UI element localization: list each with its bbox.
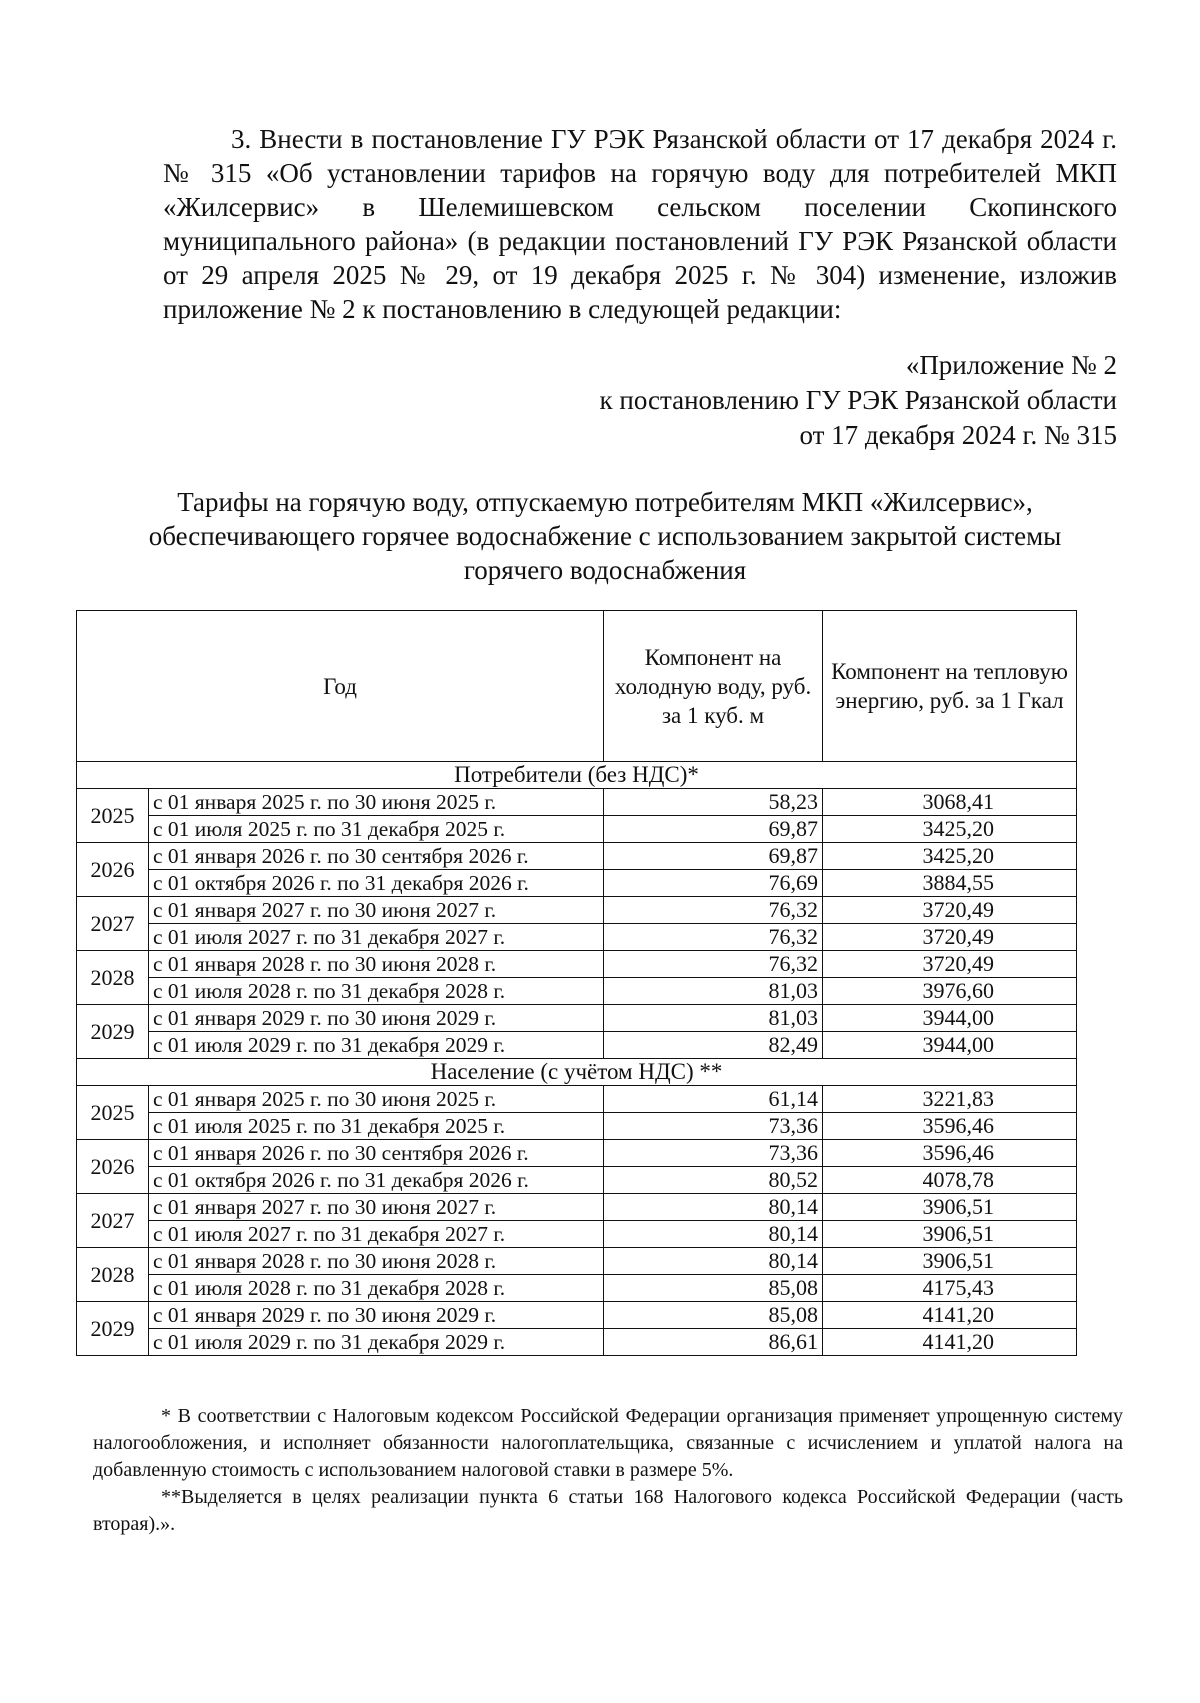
heat-energy-value: 3221,83 <box>823 1086 1077 1113</box>
cold-water-value: 73,36 <box>604 1140 823 1167</box>
period-cell: с 01 июля 2029 г. по 31 декабря 2029 г. <box>149 1329 604 1356</box>
year-cell: 2027 <box>77 897 149 951</box>
table-row <box>77 870 1077 897</box>
table-row <box>77 897 1077 924</box>
heat-energy-value: 3944,00 <box>823 1005 1077 1032</box>
cold-water-value: 58,23 <box>604 789 823 816</box>
period-cell: с 01 января 2027 г. по 30 июня 2027 г. <box>149 897 604 924</box>
cold-water-value: 80,52 <box>604 1167 823 1194</box>
heat-energy-value: 3068,41 <box>823 789 1077 816</box>
year-cell: 2026 <box>77 843 149 897</box>
table-row <box>77 1086 1077 1113</box>
table-row <box>77 789 1077 816</box>
cold-water-value: 81,03 <box>604 978 823 1005</box>
footnote-2: **Выделяется в целях реализации пункта 6 статьи 168 Налогового кодекса Российской Федерации (часть вторая).». <box>93 1486 1123 1535</box>
table-row <box>77 1167 1077 1194</box>
heat-energy-value: 3720,49 <box>823 924 1077 951</box>
period-cell: с 01 января 2028 г. по 30 июня 2028 г. <box>149 1248 604 1275</box>
period-cell: с 01 января 2025 г. по 30 июня 2025 г. <box>149 1086 604 1113</box>
table-row <box>77 1005 1077 1032</box>
period-cell: с 01 июля 2028 г. по 31 декабря 2028 г. <box>149 978 604 1005</box>
appendix-line-3: от 17 декабря 2024 г. № 315 <box>799 420 1117 450</box>
heat-energy-value: 3884,55 <box>823 870 1077 897</box>
cold-water-value: 76,32 <box>604 951 823 978</box>
cold-water-value: 69,87 <box>604 843 823 870</box>
period-cell: с 01 января 2025 г. по 30 июня 2025 г. <box>149 789 604 816</box>
table-row <box>77 1032 1077 1059</box>
cold-water-value: 61,14 <box>604 1086 823 1113</box>
section-title: Потребители (без НДС)* <box>77 762 1077 789</box>
intro-paragraph: 3. Внести в постановление ГУ РЭК Рязанской области от 17 декабря 2024 г. № 315 «Об установлении тарифов на горячую воду для потребителей МКП «Жилсервис» в Шелемишевском сельском поселении Скопинского муниципального района» (в редакции постановлений ГУ РЭК Рязанской области от 29 апреля 2025 № 29, от 19 декабря 2025 г. № 304) изменение, изложив приложение № 2 к постановлению в следующей редакции: <box>163 124 1117 324</box>
table-row <box>77 924 1077 951</box>
table-title-line-3: горячего водоснабжения <box>463 555 747 585</box>
period-cell: с 01 января 2026 г. по 30 сентября 2026 г. <box>149 843 604 870</box>
year-cell: 2029 <box>77 1005 149 1059</box>
tariff-table-body <box>77 762 1077 1356</box>
period-cell: с 01 октября 2026 г. по 31 декабря 2026 г. <box>149 870 604 897</box>
cold-water-value: 81,03 <box>604 1005 823 1032</box>
table-row <box>77 816 1077 843</box>
cold-water-value: 76,32 <box>604 897 823 924</box>
appendix-line-2: к постановлению ГУ РЭК Рязанской области <box>599 385 1117 415</box>
table-row <box>77 1221 1077 1248</box>
cold-water-value: 76,32 <box>604 924 823 951</box>
section-row <box>77 1059 1077 1086</box>
cold-water-value: 69,87 <box>604 816 823 843</box>
table-row <box>77 951 1077 978</box>
tariff-table <box>76 610 1077 1356</box>
cold-water-value: 85,08 <box>604 1275 823 1302</box>
appendix-heading <box>417 348 1117 453</box>
heat-energy-value: 3906,51 <box>823 1221 1077 1248</box>
period-cell: с 01 января 2029 г. по 30 июня 2029 г. <box>149 1005 604 1032</box>
heat-energy-value: 3596,46 <box>823 1113 1077 1140</box>
year-cell: 2028 <box>77 951 149 1005</box>
period-cell: с 01 января 2027 г. по 30 июня 2027 г. <box>149 1194 604 1221</box>
table-row <box>77 978 1077 1005</box>
appendix-line-1: «Приложение № 2 <box>905 350 1117 380</box>
section-row <box>77 762 1077 789</box>
year-cell: 2028 <box>77 1248 149 1302</box>
header-year: Год <box>77 611 604 762</box>
heat-energy-value: 3425,20 <box>823 816 1077 843</box>
table-title-line-2: обеспечивающего горячее водоснабжение с использованием закрытой системы <box>148 521 1062 551</box>
period-cell: с 01 января 2028 г. по 30 июня 2028 г. <box>149 951 604 978</box>
period-cell: с 01 июля 2028 г. по 31 декабря 2028 г. <box>149 1275 604 1302</box>
period-cell: с 01 июля 2025 г. по 31 декабря 2025 г. <box>149 816 604 843</box>
heat-energy-value: 3976,60 <box>823 978 1077 1005</box>
heat-energy-value: 3944,00 <box>823 1032 1077 1059</box>
table-row <box>77 1140 1077 1167</box>
period-cell: с 01 января 2026 г. по 30 сентября 2026 г. <box>149 1140 604 1167</box>
heat-energy-value: 4141,20 <box>823 1302 1077 1329</box>
year-cell: 2025 <box>77 789 149 843</box>
table-row <box>77 843 1077 870</box>
heat-energy-value: 3720,49 <box>823 951 1077 978</box>
table-row <box>77 1113 1077 1140</box>
period-cell: с 01 июля 2027 г. по 31 декабря 2027 г. <box>149 1221 604 1248</box>
period-cell: с 01 июля 2027 г. по 31 декабря 2027 г. <box>149 924 604 951</box>
table-title-line-1: Тарифы на горячую воду, отпускаемую потребителям МКП «Жилсервис», <box>177 487 1033 517</box>
footnote-1: * В соответствии с Налоговым кодексом Российской Федерации организация применяет упрощенную систему налогообложения, и исполняет обязанности налогоплательщика, связанные с исчислением и уплатой налога на добавленную стоимость с использованием налоговой ставки в размере 5%. <box>93 1405 1123 1481</box>
table-row <box>77 1302 1077 1329</box>
table-title <box>100 485 1110 587</box>
cold-water-value: 73,36 <box>604 1113 823 1140</box>
heat-energy-value: 3425,20 <box>823 843 1077 870</box>
cold-water-value: 86,61 <box>604 1329 823 1356</box>
section-title: Население (с учётом НДС) ** <box>77 1059 1077 1086</box>
heat-energy-value: 3596,46 <box>823 1140 1077 1167</box>
table-row <box>77 1275 1077 1302</box>
heat-energy-value: 4078,78 <box>823 1167 1077 1194</box>
heat-energy-value: 3906,51 <box>823 1248 1077 1275</box>
table-row <box>77 1329 1077 1356</box>
heat-energy-value: 3720,49 <box>823 897 1077 924</box>
year-cell: 2027 <box>77 1194 149 1248</box>
period-cell: с 01 июля 2029 г. по 31 декабря 2029 г. <box>149 1032 604 1059</box>
period-cell: с 01 января 2029 г. по 30 июня 2029 г. <box>149 1302 604 1329</box>
table-header-row <box>77 611 1077 762</box>
cold-water-value: 80,14 <box>604 1221 823 1248</box>
cold-water-value: 76,69 <box>604 870 823 897</box>
period-cell: с 01 октября 2026 г. по 31 декабря 2026 г. <box>149 1167 604 1194</box>
heat-energy-value: 4175,43 <box>823 1275 1077 1302</box>
table-row <box>77 1248 1077 1275</box>
header-heat-energy: Компонент на тепловую энергию, руб. за 1 Гкал <box>823 611 1077 762</box>
year-cell: 2026 <box>77 1140 149 1194</box>
cold-water-value: 80,14 <box>604 1248 823 1275</box>
period-cell: с 01 июля 2025 г. по 31 декабря 2025 г. <box>149 1113 604 1140</box>
cold-water-value: 80,14 <box>604 1194 823 1221</box>
year-cell: 2025 <box>77 1086 149 1140</box>
heat-energy-value: 3906,51 <box>823 1194 1077 1221</box>
heat-energy-value: 4141,20 <box>823 1329 1077 1356</box>
cold-water-value: 85,08 <box>604 1302 823 1329</box>
footnotes <box>93 1403 1123 1538</box>
table-row <box>77 1194 1077 1221</box>
header-cold-water: Компонент на холодную воду, руб. за 1 куб. м <box>604 611 823 762</box>
cold-water-value: 82,49 <box>604 1032 823 1059</box>
year-cell: 2029 <box>77 1302 149 1356</box>
